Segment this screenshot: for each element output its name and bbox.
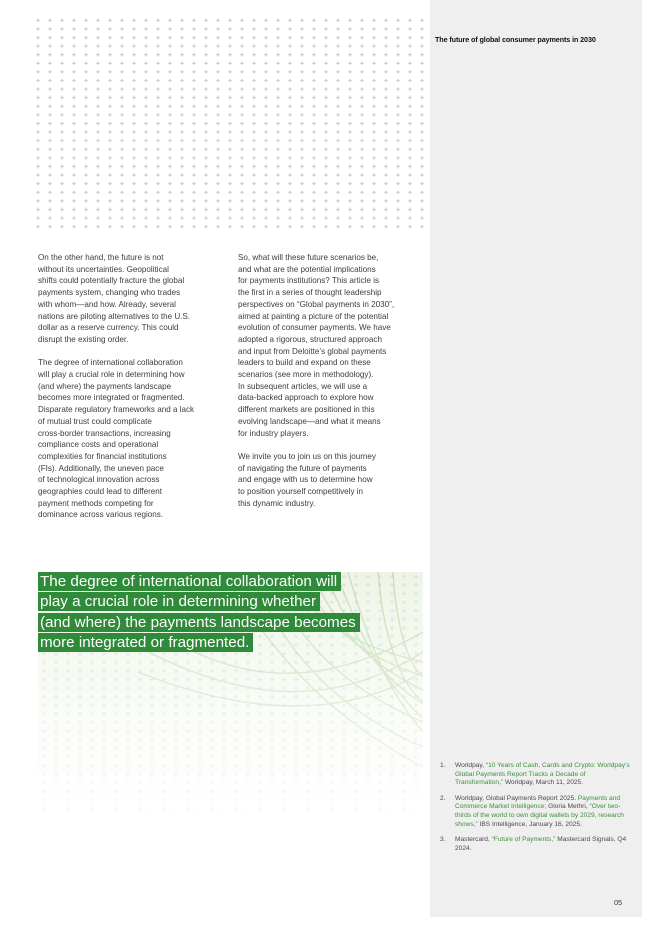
footnote-number: 1. — [440, 762, 446, 769]
footnote-item — [440, 762, 630, 788]
footnote-text: Worldpay, March 11, 2025. — [503, 779, 584, 787]
footnote-number: 3. — [440, 836, 446, 844]
pull-quote-line: play a crucial role in determining whether — [38, 592, 320, 611]
pull-quote-line: (and where) the payments landscape becomes — [38, 613, 360, 632]
body-column-right — [238, 252, 424, 521]
footnote-link[interactable]: “Over two-thirds of the world to own digital wallets by 2029, research shows,” — [455, 803, 624, 828]
document-title: The future of global consumer payments in 2030 — [435, 35, 596, 44]
footnote-link[interactable]: “Future of Payments,” — [491, 836, 556, 844]
decorative-plus-pattern — [32, 16, 424, 232]
body-column-left — [38, 252, 224, 533]
footnote-text: Worldpay, Global Payments Report 2025. — [455, 794, 578, 802]
footnote-link[interactable]: “10 Years of Cash, Cards and Crypto: Worldpay’s Global Payments Report Tracks a Decade of Transformation,” — [455, 762, 630, 787]
footnote-item — [440, 836, 630, 853]
footnotes-list — [440, 762, 630, 860]
pull-quote-line: The degree of international collaboration will — [38, 572, 341, 591]
footnote-text: IBS Intelligence, January 16, 2025. — [477, 820, 582, 828]
footnote-text: Mastercard Signals, Q4 2024. — [455, 836, 627, 852]
paragraph: So, what will these future scenarios be, and what are the potential implications for payments institutions? This article is the first in a series of thought leadership perspectives on “Global payments in 2030”, aimed at painting a picture of the potential evolution of consumer payments. We have adopted a rigorous, structured approach and input from Deloitte’s global payments leaders to build and expand on these scenarios (see more in methodology). In subsequent articles, we will use a data-backed approach to explore how different markets are positioned in this evolving landscape—and what it means for industry players. — [238, 253, 395, 438]
pull-quote — [38, 572, 368, 653]
paragraph: We invite you to join us on this journey of navigating the future of payments and engage with us to determine how to position yourself competitively in this dynamic industry. — [238, 451, 376, 508]
paragraph: The degree of international collaboration will play a crucial role in determining how (and where) the payments landscape becomes more integrated or fragmented. Disparate regulatory frameworks and a lack of mutual trust could complicate cross-border transactions, increasing compliance costs and operational complexities for financial institutions (FIs). Additionally, the uneven pace of technological innovation across geographies could lead to different payment methods competing for dominance across various regions. — [38, 358, 195, 520]
footnote-text: Gloria Methri, — [546, 803, 590, 811]
footnote-link[interactable]: Payments and Commerce Market Intelligence; — [455, 794, 621, 811]
pull-quote-line: more integrated or fragmented. — [38, 633, 253, 652]
footnote-text: Worldpay, — [455, 762, 486, 769]
page-number: 05 — [614, 898, 622, 907]
footnote-item — [440, 795, 630, 829]
footnote-number: 2. — [440, 794, 446, 802]
footnote-text: Mastercard, — [455, 836, 492, 844]
paragraph: On the other hand, the future is not without its uncertainties. Geopolitical shifts could potentially fracture the global payments system, changing who trades with whom—and how. Already, several nations are piloting alternatives to the U.S. dollar as a reserve currency. This could disrupt the existing order. — [38, 253, 191, 344]
